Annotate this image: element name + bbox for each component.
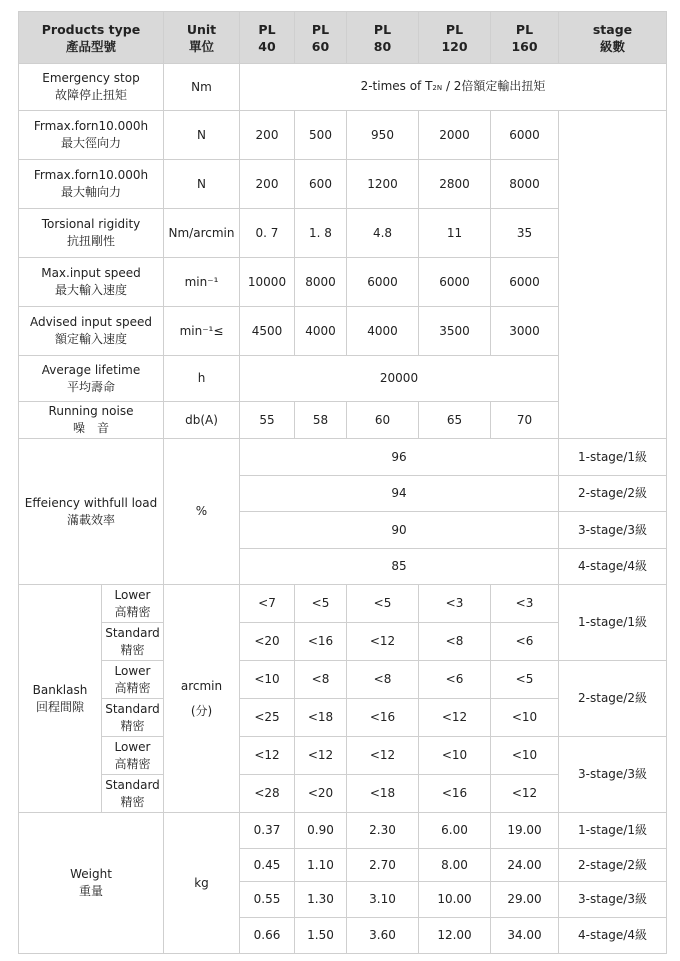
value-cell: 1. 8 xyxy=(295,209,347,258)
value-cell: 0. 7 xyxy=(240,209,295,258)
value-cell: <10 xyxy=(419,737,491,775)
value-cell: 6.00 xyxy=(419,813,491,849)
row-unit: N xyxy=(164,111,240,160)
value-cell: <20 xyxy=(295,775,347,813)
backlash-row xyxy=(19,585,667,623)
value-cell: <5 xyxy=(491,661,559,699)
stage-cell: 3-stage/3級 xyxy=(559,882,667,918)
value-cell: 11 xyxy=(419,209,491,258)
value-cell: <16 xyxy=(347,699,419,737)
value-cell: 0.45 xyxy=(240,849,295,882)
value-cell: 0.55 xyxy=(240,882,295,918)
efficiency-value: 90 xyxy=(240,512,559,549)
value-cell: <3 xyxy=(491,585,559,623)
value-cell: 4.8 xyxy=(347,209,419,258)
value-cell: <8 xyxy=(347,661,419,699)
value-cell: 12.00 xyxy=(419,918,491,954)
stage-cell: 2-stage/2級 xyxy=(559,661,667,737)
value-cell: 2.70 xyxy=(347,849,419,882)
efficiency-value: 94 xyxy=(240,476,559,512)
value-cell: <16 xyxy=(295,623,347,661)
row-unit: h xyxy=(164,356,240,402)
value-cell: 3.10 xyxy=(347,882,419,918)
header-products-type: Products type 產品型號 xyxy=(19,12,164,64)
row-unit: N xyxy=(164,160,240,209)
row-label: Weight 重量 xyxy=(19,813,164,954)
stage-cell: 3-stage/3級 xyxy=(559,737,667,813)
value-cell: 200 xyxy=(240,160,295,209)
value-cell: 35 xyxy=(491,209,559,258)
stage-cell: 3-stage/3級 xyxy=(559,512,667,549)
value-cell: 0.37 xyxy=(240,813,295,849)
value-cell: 10.00 xyxy=(419,882,491,918)
value-cell: 4000 xyxy=(347,307,419,356)
value-cell: 1.50 xyxy=(295,918,347,954)
value-cell: 24.00 xyxy=(491,849,559,882)
row-unit: min⁻¹≤ xyxy=(164,307,240,356)
stage-cell: 4-stage/4級 xyxy=(559,918,667,954)
row-unit: arcmin (分) xyxy=(164,585,240,813)
value-cell: <12 xyxy=(491,775,559,813)
value-cell: <16 xyxy=(419,775,491,813)
value-cell: 19.00 xyxy=(491,813,559,849)
value-cell: 4000 xyxy=(295,307,347,356)
header-model: PL 40 xyxy=(240,12,295,64)
row-unit: % xyxy=(164,439,240,585)
header-row xyxy=(19,12,667,64)
value-cell: 3000 xyxy=(491,307,559,356)
header-model: PL 160 xyxy=(491,12,559,64)
lifetime-value: 20000 xyxy=(240,356,559,402)
value-cell: 1.30 xyxy=(295,882,347,918)
efficiency-value: 96 xyxy=(240,439,559,476)
value-cell: 1.10 xyxy=(295,849,347,882)
value-cell: 1200 xyxy=(347,160,419,209)
row-label: Frmax.forn10.000h 最大徑向力 xyxy=(19,111,164,160)
value-cell: 3500 xyxy=(419,307,491,356)
row-unit: Nm xyxy=(164,64,240,111)
emergency-row xyxy=(19,64,667,111)
row-unit: min⁻¹ xyxy=(164,258,240,307)
value-cell: <5 xyxy=(295,585,347,623)
gearbox-spec-table xyxy=(18,11,667,954)
header-model: PL 80 xyxy=(347,12,419,64)
header-model: PL 60 xyxy=(295,12,347,64)
row-label: Average lifetime 平均壽命 xyxy=(19,356,164,402)
value-cell: 950 xyxy=(347,111,419,160)
value-cell: 10000 xyxy=(240,258,295,307)
value-cell: <6 xyxy=(491,623,559,661)
precision-label: Standard 精密 xyxy=(102,623,164,661)
value-cell: 600 xyxy=(295,160,347,209)
value-cell: <18 xyxy=(295,699,347,737)
value-cell: 8000 xyxy=(491,160,559,209)
value-cell: <12 xyxy=(347,737,419,775)
value-cell: <3 xyxy=(419,585,491,623)
stage-cell: 2-stage/2級 xyxy=(559,849,667,882)
value-cell: <5 xyxy=(347,585,419,623)
row-unit: Nm/arcmin xyxy=(164,209,240,258)
stage-cell: 2-stage/2級 xyxy=(559,476,667,512)
value-cell: 60 xyxy=(347,402,419,439)
value-cell: 2800 xyxy=(419,160,491,209)
emergency-value: 2-times of T2N / 2倍額定輸出扭矩 xyxy=(240,64,667,111)
value-cell: <18 xyxy=(347,775,419,813)
row-label: Advised input speed 額定輸入速度 xyxy=(19,307,164,356)
row-unit: kg xyxy=(164,813,240,954)
value-cell: 0.90 xyxy=(295,813,347,849)
value-cell: 8.00 xyxy=(419,849,491,882)
value-cell: <20 xyxy=(240,623,295,661)
stage-cell: 1-stage/1級 xyxy=(559,813,667,849)
precision-label: Standard 精密 xyxy=(102,699,164,737)
value-cell: <6 xyxy=(419,661,491,699)
header-model: PL 120 xyxy=(419,12,491,64)
value-cell: <28 xyxy=(240,775,295,813)
row-label: Running noise 噪 音 xyxy=(19,402,164,439)
weight-row xyxy=(19,813,667,849)
value-cell: 200 xyxy=(240,111,295,160)
value-cell: 500 xyxy=(295,111,347,160)
value-cell: <25 xyxy=(240,699,295,737)
efficiency-row xyxy=(19,439,667,476)
value-cell: <8 xyxy=(295,661,347,699)
precision-label: Lower 高精密 xyxy=(102,585,164,623)
value-cell: 55 xyxy=(240,402,295,439)
value-cell: 6000 xyxy=(491,258,559,307)
backlash-label: Banklash 回程間隙 xyxy=(19,585,102,813)
value-cell: <12 xyxy=(347,623,419,661)
value-cell: <7 xyxy=(240,585,295,623)
backlash-row xyxy=(19,737,667,775)
value-cell: 2.30 xyxy=(347,813,419,849)
value-cell: 70 xyxy=(491,402,559,439)
value-cell: 0.66 xyxy=(240,918,295,954)
spec-row xyxy=(19,111,667,160)
value-cell: 6000 xyxy=(347,258,419,307)
value-cell: 58 xyxy=(295,402,347,439)
header-stage: stage 級數 xyxy=(559,12,667,64)
stage-cell: 1-stage/1級 xyxy=(559,585,667,661)
value-cell: <12 xyxy=(419,699,491,737)
value-cell: 2000 xyxy=(419,111,491,160)
value-cell: <12 xyxy=(240,737,295,775)
row-label: Frmax.forn10.000h 最大軸向力 xyxy=(19,160,164,209)
value-cell: <10 xyxy=(491,699,559,737)
stage-cell: 4-stage/4級 xyxy=(559,549,667,585)
row-label: Effeiency withfull load 滿載效率 xyxy=(19,439,164,585)
row-label: Torsional rigidity 抗扭剛性 xyxy=(19,209,164,258)
row-label: Emergency stop 故障停止扭矩 xyxy=(19,64,164,111)
value-cell: <10 xyxy=(491,737,559,775)
value-cell: 3.60 xyxy=(347,918,419,954)
value-cell: <12 xyxy=(295,737,347,775)
value-cell: <8 xyxy=(419,623,491,661)
value-cell: 29.00 xyxy=(491,882,559,918)
precision-label: Standard 精密 xyxy=(102,775,164,813)
value-cell: 4500 xyxy=(240,307,295,356)
row-unit: db(A) xyxy=(164,402,240,439)
value-cell: 6000 xyxy=(491,111,559,160)
value-cell: <10 xyxy=(240,661,295,699)
efficiency-value: 85 xyxy=(240,549,559,585)
row-label: Max.input speed 最大輸入速度 xyxy=(19,258,164,307)
header-unit: Unit 單位 xyxy=(164,12,240,64)
stage-empty xyxy=(559,111,667,439)
value-cell: 8000 xyxy=(295,258,347,307)
precision-label: Lower 高精密 xyxy=(102,737,164,775)
backlash-row xyxy=(19,661,667,699)
value-cell: 65 xyxy=(419,402,491,439)
precision-label: Lower 高精密 xyxy=(102,661,164,699)
value-cell: 34.00 xyxy=(491,918,559,954)
stage-cell: 1-stage/1級 xyxy=(559,439,667,476)
value-cell: 6000 xyxy=(419,258,491,307)
